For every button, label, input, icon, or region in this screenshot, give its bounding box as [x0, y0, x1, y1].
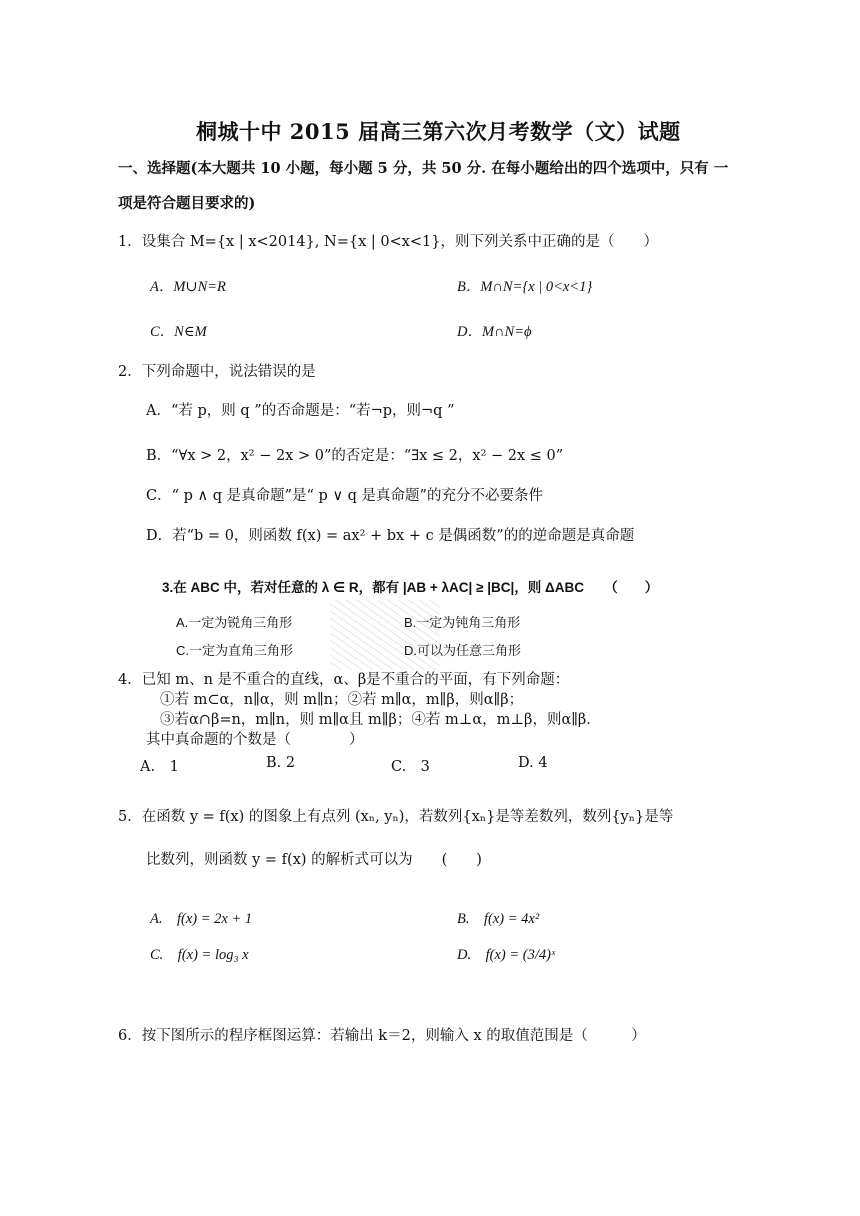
section-heading-line2: 项是符合题目要求的) [118, 195, 256, 212]
section-heading-line1: 一、选择题(本大题共 10 小题，每小题 5 分，共 50 分. 在每小题给出的四个选项中，只有 一 [118, 160, 729, 177]
question-5-stem-line-2: 比数列，则函数 y = f(x) 的解析式可以为 ( ) [146, 852, 482, 868]
question-1-option-a: A．M∪N=R [150, 279, 226, 295]
question-1-option-c: C．N∈M [150, 324, 207, 340]
question-2-stem: 2．下列命题中，说法错误的是 [118, 364, 316, 380]
question-4-option-b: B. 2 [266, 755, 296, 771]
question-5-option-a: A. f(x) = 2x + 1 [150, 911, 253, 927]
question-4-line-1: ①若 m⊂α，n∥α，则 m∥n；②若 m∥α，m∥β，则α∥β； [160, 692, 524, 708]
question-1-option-b: B．M∩N={x | 0<x<1} [457, 279, 593, 295]
question-4-option-a: A. 1 [140, 759, 179, 775]
question-6-stem: 6．按下图所示的程序框图运算：若输出 k＝2，则输入 x 的取值范围是（ ） [118, 1028, 646, 1044]
question-3-stem: 3.在 ABC 中，若对任意的 λ ∈ R，都有 |AB + λAC| ≥ |BC|，则 ΔABC （ ） [162, 580, 659, 595]
question-2-option-a: A．“若 p，则 q ”的否命题是：“若¬p，则¬q ” [146, 403, 455, 419]
question-5-option-c: C. f(x) = log₃ x [150, 947, 249, 963]
question-3-option-a: A.一定为锐角三角形 [176, 615, 293, 630]
question-4-option-c: C. 3 [391, 759, 430, 775]
question-2-option-b: B．“∀x > 2，x² − 2x > 0”的否定是：“∃x ≤ 2，x² − 2x ≤ 0” [146, 448, 564, 464]
question-3-option-b: B.一定为钝角三角形 [404, 615, 521, 630]
question-5-stem-line-1: 5．在函数 y = f(x) 的图象上有点列 (xₙ, yₙ)，若数列{xₙ}是等差数列，数列{yₙ}是等 [118, 809, 674, 825]
question-4-line-3: 其中真命题的个数是（ ） [146, 732, 364, 748]
page-title: 桐城十中 2015 届高三第六次月考数学（文）试题 [196, 119, 681, 144]
scan-watermark [330, 600, 440, 670]
question-3-option-d: D.可以为任意三角形 [404, 643, 522, 658]
question-1-stem: 1．设集合 M={x | x<2014}, N={x | 0<x<1}，则下列关系中正确的是（ ） [118, 234, 659, 250]
question-5-option-b: B. f(x) = 4x² [457, 911, 540, 927]
question-1-option-d: D．M∩N=ϕ [457, 324, 532, 340]
question-2-option-d: D．若“b = 0，则函数 f(x) = ax² + bx + c 是偶函数”的的逆命题是真命题 [146, 528, 635, 544]
question-4-line-2: ③若α∩β=n，m∥n，则 m∥α且 m∥β；④若 m⊥α，m⊥β，则α∥β． [160, 712, 601, 728]
question-4-option-d: D. 4 [518, 755, 548, 771]
question-5-option-d: D. f(x) = (3/4)ˣ [457, 947, 556, 963]
question-3-option-c: C.一定为直角三角形 [176, 643, 294, 658]
question-2-option-c: C．“ p ∧ q 是真命题”是“ p ∨ q 是真命题”的充分不必要条件 [146, 488, 543, 504]
question-4-stem: 4．已知 m、n 是不重合的直线，α、β是不重合的平面，有下列命题： [118, 672, 570, 688]
